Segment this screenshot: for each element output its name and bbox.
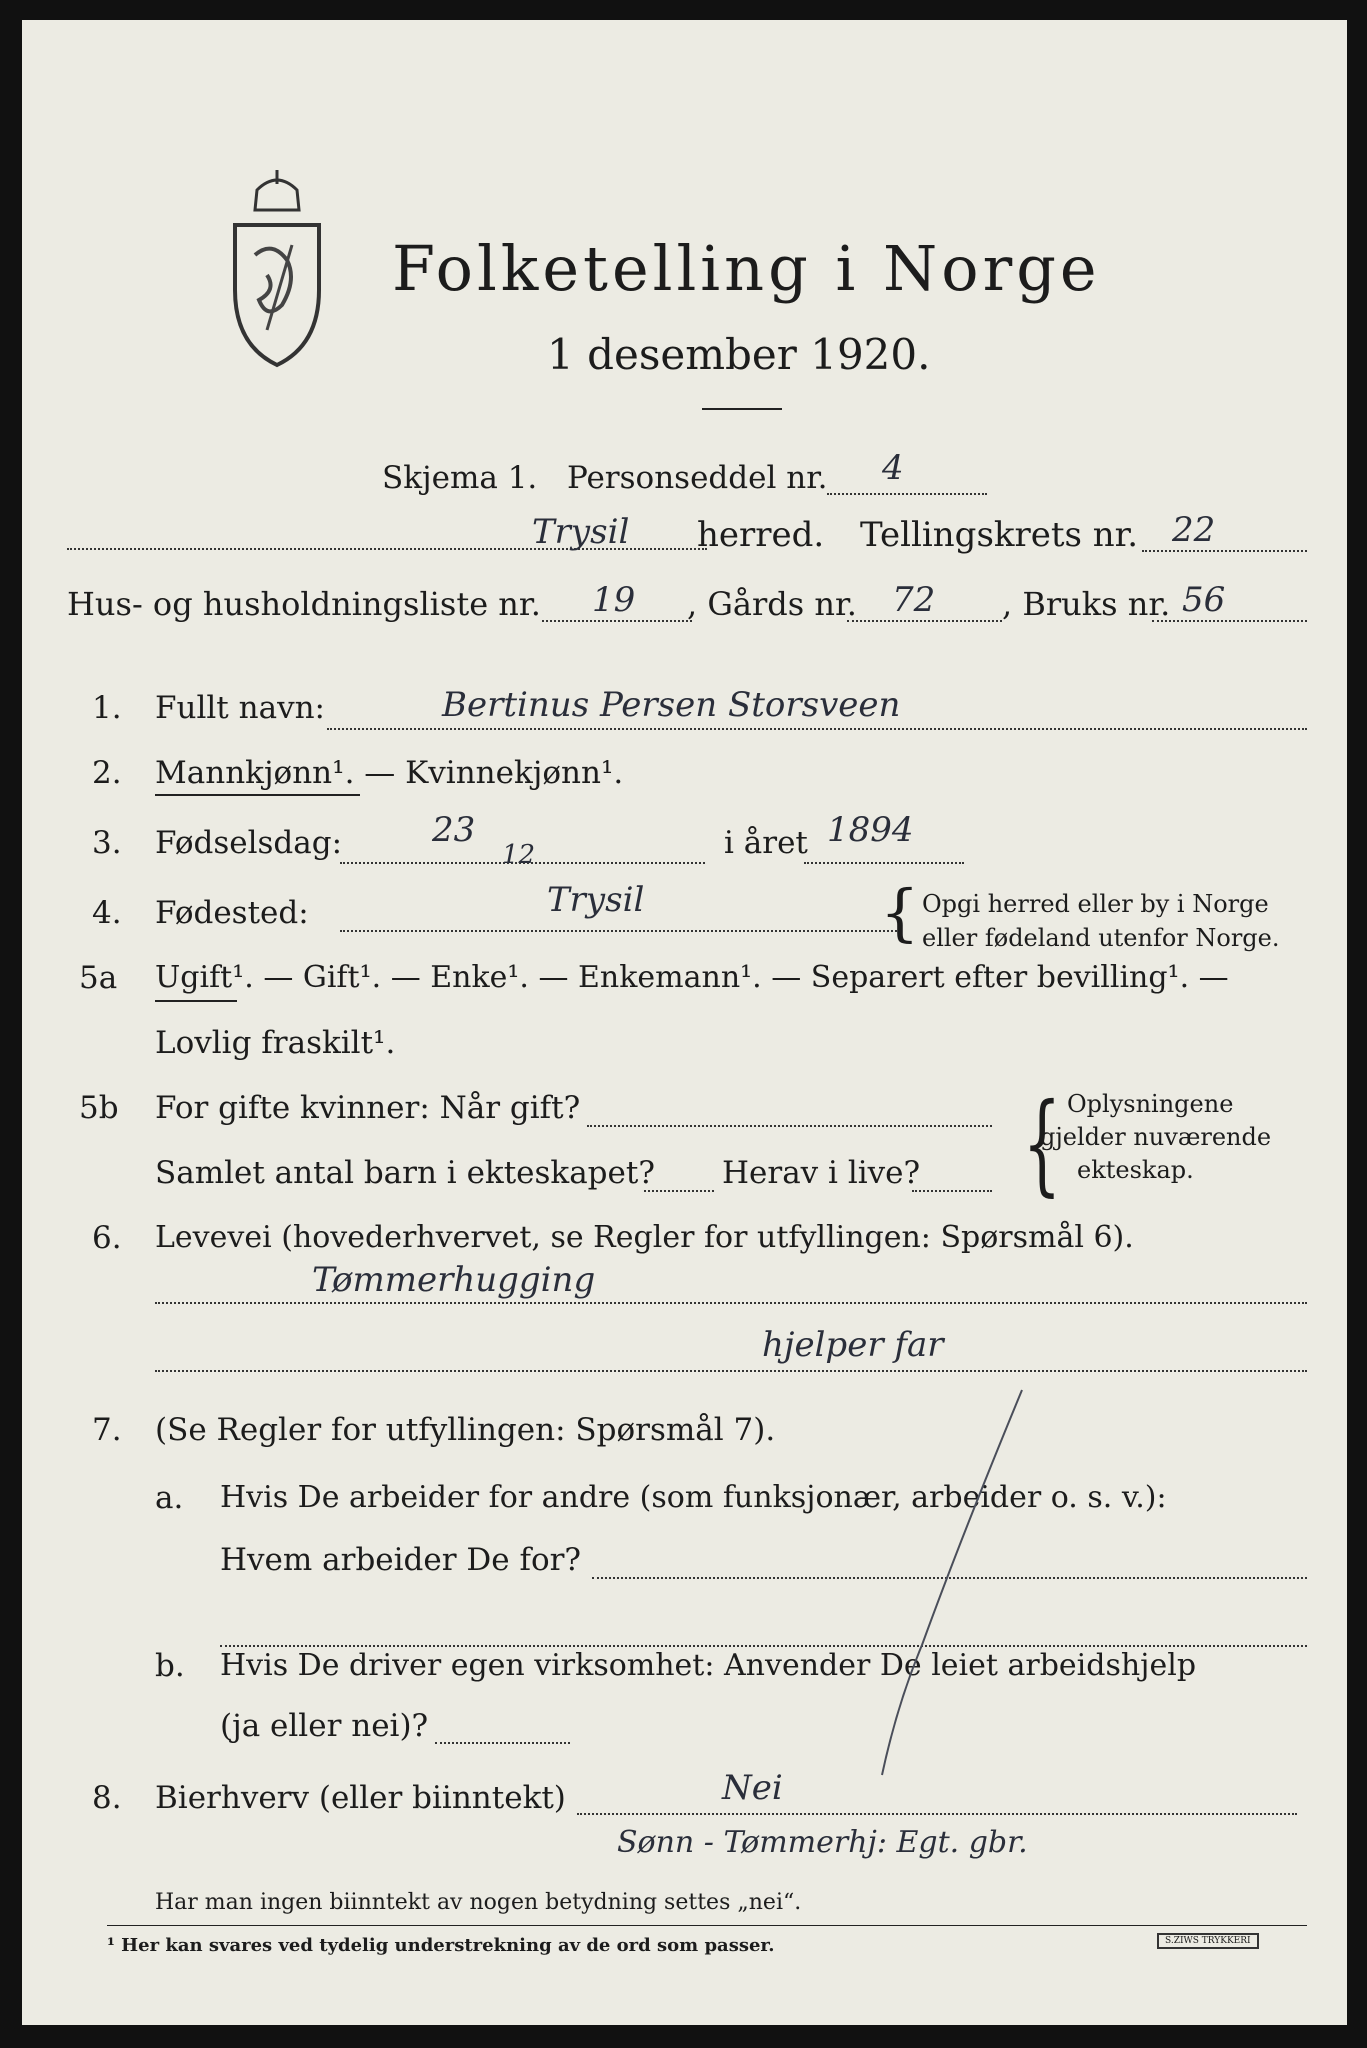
q7b-label-2: (ja eller nei)? [220,1708,429,1744]
footnote: ¹ Her kan svares ved tydelig understrekning av de ord som passer. [107,1935,775,1956]
hus-value[interactable]: 19 [592,580,636,620]
occupation-value[interactable]: Tømmerhugging [312,1260,596,1300]
q6-label: Levevei (hovederhvervet, se Regler for utfyllingen: Spørsmål 6). [155,1220,1134,1255]
q8-number: 8. [92,1780,122,1816]
census-form [22,20,1347,2025]
year-label: i året [724,825,808,861]
brace-icon: { [1022,1079,1062,1207]
q5b-label: For gifte kvinner: Når gift? [155,1090,581,1126]
q7b-label: Hvis De driver egen virksomhet: Anvender De leiet arbeidshjelp [220,1648,1197,1683]
tellingskrets-value[interactable]: 22 [1172,510,1216,550]
birth-year-value[interactable]: 1894 [827,810,914,850]
birthplace-value[interactable]: Trysil [547,880,645,920]
q4-note-1: Opgi herred eller by i Norge [922,890,1269,918]
q5b-note-1: Oplysningene [1067,1090,1234,1118]
q7a-letter: a. [155,1480,184,1516]
q7a-label: Hvis De arbeider for andre (som funksjonær, arbeider o. s. v.): [220,1480,1167,1515]
q5a-label-2: Lovlig fraskilt¹. [155,1025,396,1061]
q7-number: 7. [92,1412,122,1448]
herred-label: herred. [697,515,825,555]
footer-note: Har man ingen biinntekt av nogen betydning settes „nei“. [155,1890,802,1915]
q4-label: Fødested: [155,895,309,931]
occupation-value-2[interactable]: hjelper far [762,1325,944,1365]
q5b-label-2: Samlet antal barn i ekteskapet? [155,1155,655,1191]
q5b-number: 5b [79,1090,119,1126]
q7b-letter: b. [155,1648,185,1684]
side-income-value-2[interactable]: Sønn - Tømmerhj: Egt. gbr. [617,1825,1028,1860]
herred-value[interactable]: Trysil [532,512,630,552]
title-divider [702,408,782,410]
q4-number: 4. [92,895,122,931]
bruks-label: , Bruks nr. [1002,585,1171,623]
tellingskrets-label: Tellingskrets nr. [860,515,1139,555]
underline-ugift [155,1000,237,1002]
norway-coat-of-arms-icon [227,170,327,370]
form-title: Folketelling i Norge [392,232,1101,305]
q1-label: Fullt navn: [155,690,325,726]
census-date: 1 desember 1920. [547,330,931,379]
bruks-value[interactable]: 56 [1182,580,1226,620]
birth-day-value[interactable]: 23 [432,810,476,850]
brace-icon: { [880,876,920,949]
personseddel-value[interactable]: 4 [882,448,904,488]
q4-note-2: eller fødeland utenfor Norge. [922,924,1280,952]
q1-number: 1. [92,690,122,726]
q7a-label-2: Hvem arbeider De for? [220,1542,582,1578]
hus-label: Hus- og husholdningsliste nr. [67,585,541,623]
q2-number: 2. [92,755,122,791]
gards-label: , Gårds nr. [687,585,857,623]
schema-label: Skjema 1. [382,460,538,496]
side-income-value[interactable]: Nei [722,1768,783,1808]
footer-divider [107,1925,1307,1926]
q5a-number: 5a [79,960,118,996]
q6-number: 6. [92,1220,122,1256]
q5b-note-3: ekteskap. [1077,1156,1194,1184]
birth-month-value[interactable]: 12 [502,840,536,870]
full-name-value[interactable]: Bertinus Persen Storsveen [442,685,901,725]
personseddel-label: Personseddel nr. [567,460,828,496]
q8-label: Bierhverv (eller biinntekt) [155,1780,566,1816]
q5b-label-3: Herav i live? [722,1155,921,1191]
q2-label: Mannkjønn¹. — Kvinnekjønn¹. [155,755,624,791]
q3-number: 3. [92,825,122,861]
gards-value[interactable]: 72 [892,580,936,620]
printer-stamp: S.ZIWS TRYKKERI [1157,1933,1259,1949]
q5a-label: Ugift¹. — Gift¹. — Enke¹. — Enkemann¹. — Separert efter bevilling¹. — [155,960,1229,995]
pen-stroke-mark [842,1385,1042,1785]
q5b-note-2: gjelder nuværende [1040,1123,1272,1151]
q3-label: Fødselsdag: [155,825,343,861]
underline-mannkjonn [155,794,360,796]
q7-label: (Se Regler for utfyllingen: Spørsmål 7). [155,1412,776,1448]
